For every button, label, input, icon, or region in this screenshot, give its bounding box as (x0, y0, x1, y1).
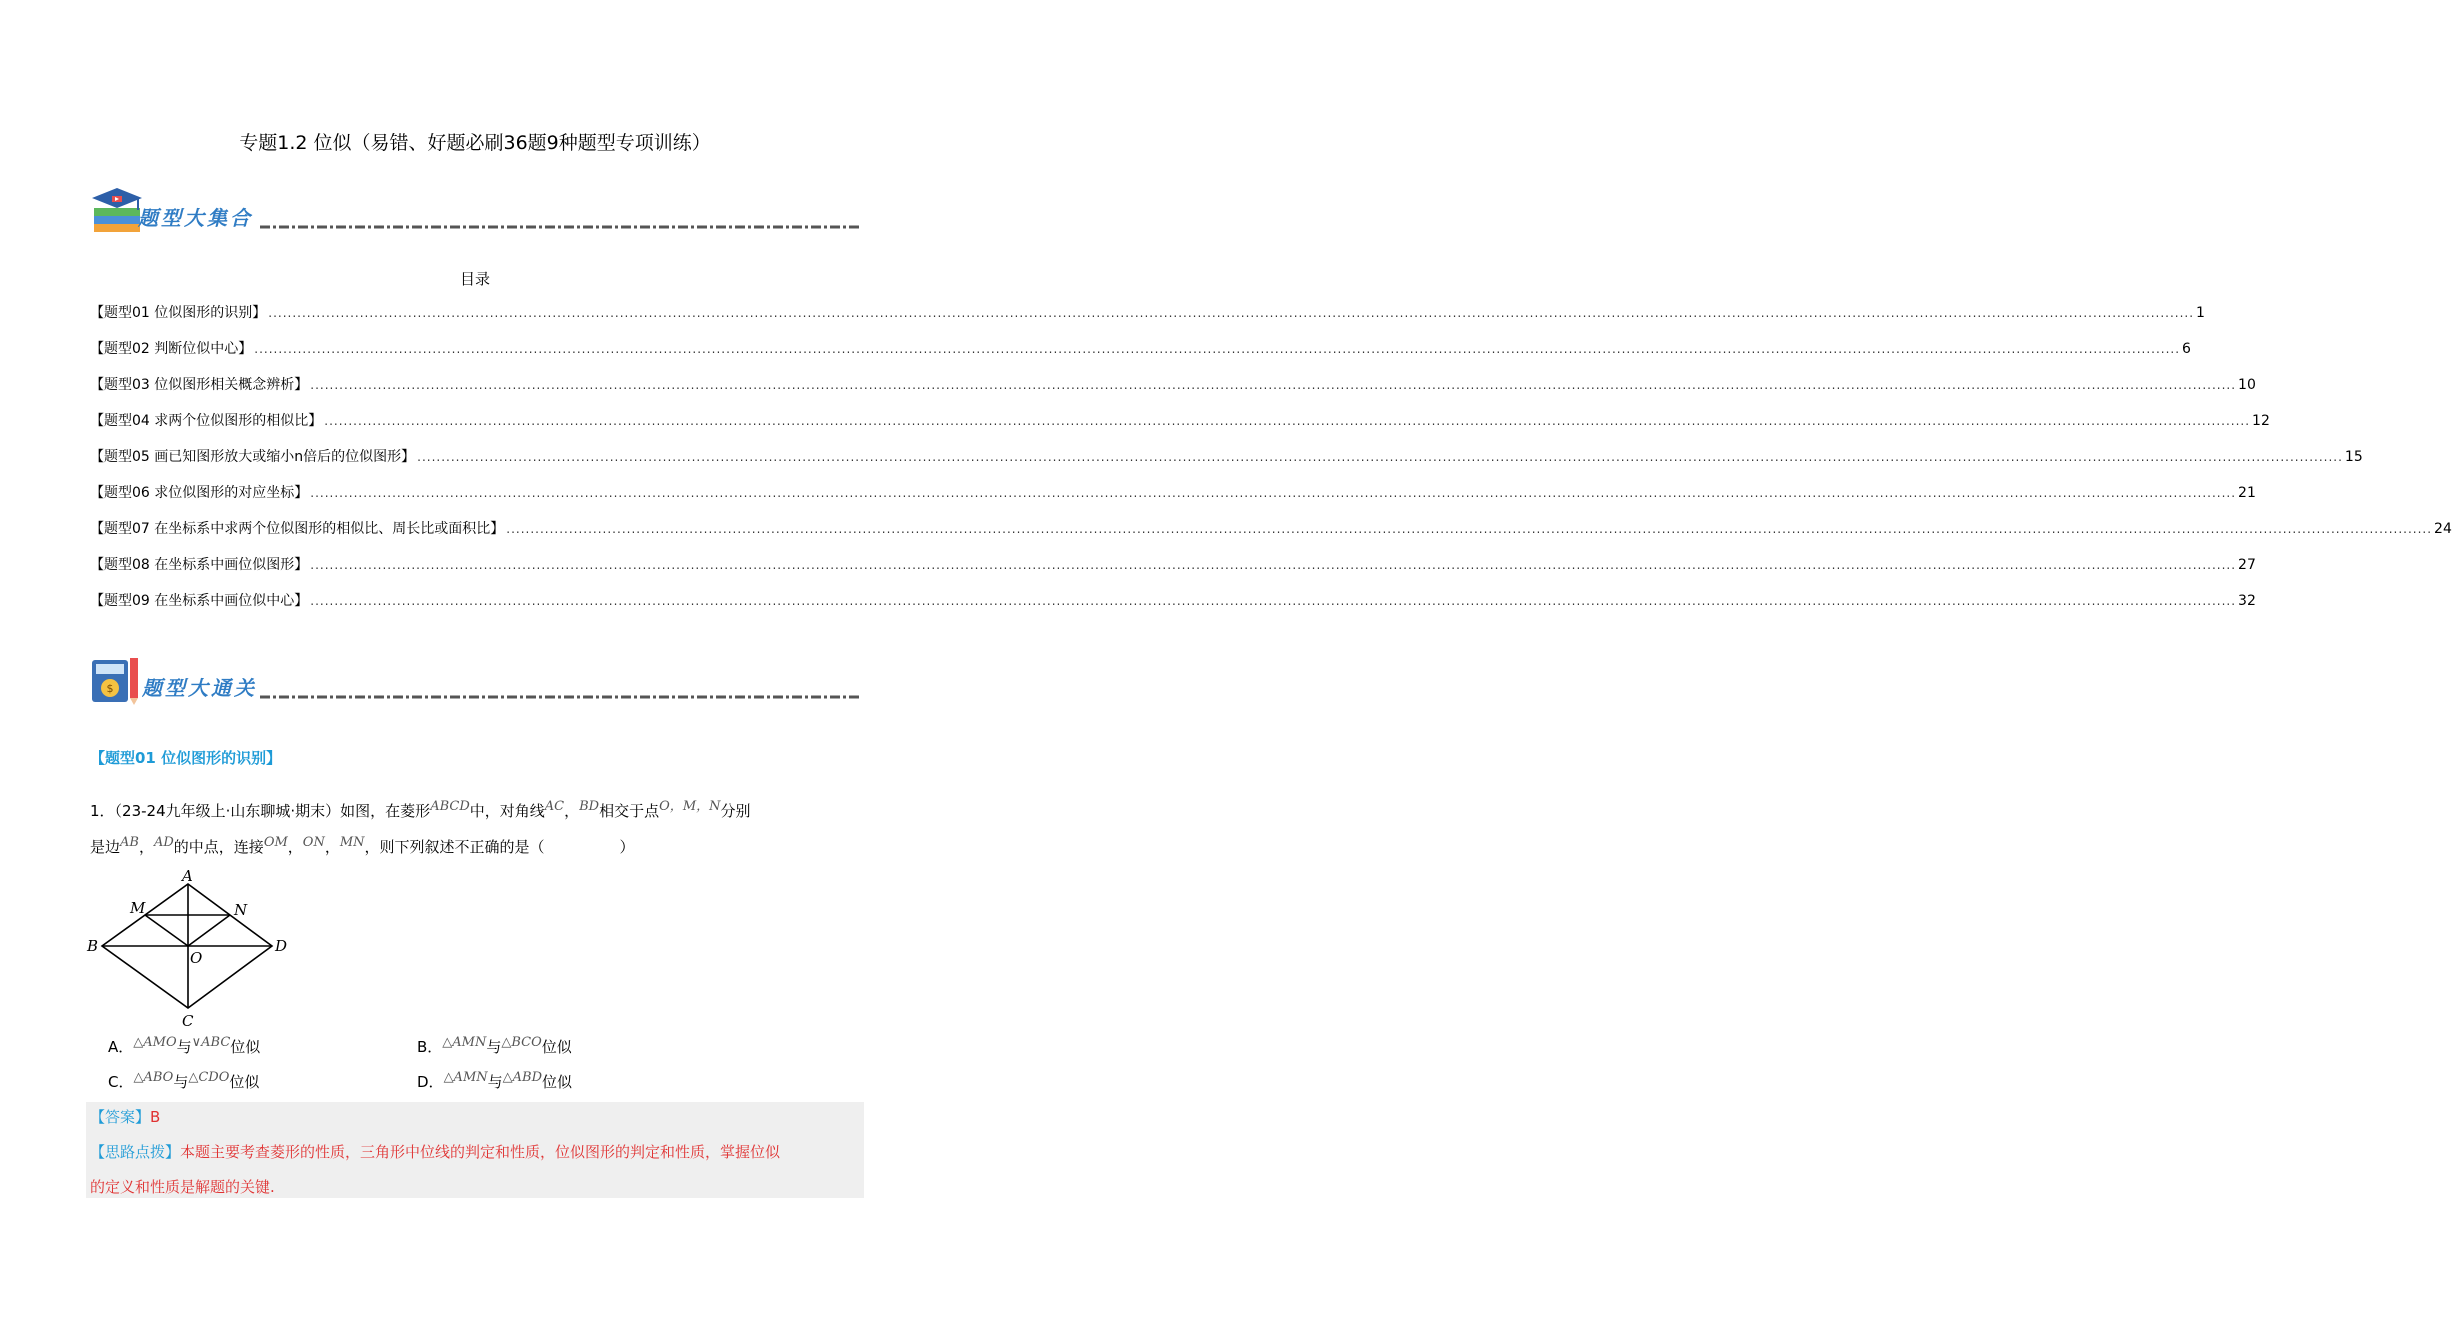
math-bd: BD (579, 799, 600, 814)
toc-leader-dots: ................................................................................................................................................................................................................................................................................................................................................................................................................ (310, 378, 2237, 392)
question-text: 相交于点 (599, 802, 660, 820)
section-heading: 【题型01 位似图形的识别】 (90, 749, 282, 767)
option-math: △ABO (133, 1070, 174, 1085)
option-text: 与 (487, 1073, 503, 1091)
label-a: A (182, 867, 193, 885)
option-letter: B． (417, 1038, 443, 1056)
option-text: 位似 (542, 1073, 573, 1091)
toc-item-label: 【题型06 求位似图形的对应坐标】 (90, 485, 309, 501)
question-text: 分别 (720, 802, 751, 820)
label-d: D (275, 937, 288, 955)
math-on: ON (302, 835, 325, 850)
option-letter: A． (108, 1038, 134, 1056)
math-mn: MN (339, 835, 365, 850)
toc-item[interactable] (90, 446, 2363, 468)
option-d[interactable] (417, 1071, 572, 1092)
math-o: O (659, 799, 670, 814)
math-m: M (682, 799, 697, 814)
label-n: N (234, 901, 248, 919)
toc-item[interactable] (90, 374, 2256, 396)
collection-banner (90, 186, 860, 236)
toc-leader-dots: ................................................................................................................................................................................................................................................................................................................................................................................................................ (310, 594, 2237, 608)
question-text: ， (564, 802, 580, 820)
collection-banner-title: 题型大集合 (138, 206, 253, 230)
toc-item-page: 10 (2238, 377, 2256, 393)
toc-item[interactable] (90, 338, 2191, 360)
option-math: ∨ABC (191, 1035, 231, 1050)
option-math: △ABD (502, 1070, 543, 1085)
option-letter: C． (108, 1073, 134, 1091)
segment-on (188, 915, 230, 946)
toc-leader-dots: ................................................................................................................................................................................................................................................................................................................................................................................................................ (506, 522, 2433, 536)
option-math: △CDO (188, 1070, 230, 1085)
toc-item-label: 【题型07 在坐标系中求两个位似图形的相似比、周长比或面积比】 (90, 521, 505, 537)
toc-leader-dots: ................................................................................................................................................................................................................................................................................................................................................................................................................ (324, 414, 2251, 428)
toc-item-page: 1 (2196, 305, 2205, 321)
option-text: 与 (176, 1038, 192, 1056)
math-n: N (709, 799, 721, 814)
option-text: 位似 (230, 1038, 261, 1056)
toc-item[interactable] (90, 302, 2205, 324)
question-text: 是边 (90, 838, 121, 856)
toc-item-page: 12 (2252, 413, 2270, 429)
label-o: O (190, 949, 203, 967)
toc-item[interactable] (90, 482, 2256, 504)
question-text: ， (287, 838, 303, 856)
toc-item-page: 6 (2182, 341, 2191, 357)
hint-text: 本题主要考查菱形的性质，三角形中位线的判定和性质，位似图形的判定和性质，掌握位似 (180, 1143, 781, 1161)
banner-dash-line (260, 224, 860, 230)
toc-leader-dots: ................................................................................................................................................................................................................................................................................................................................................................................................................ (310, 486, 2237, 500)
toc-item[interactable] (90, 554, 2256, 576)
answer-value: B (150, 1108, 161, 1126)
math-ab: AB (120, 835, 139, 850)
toc-item-label: 【题型04 求两个位似图形的相似比】 (90, 413, 323, 429)
option-letter: D． (417, 1073, 444, 1091)
toc-item-label: 【题型08 在坐标系中画位似图形】 (90, 557, 309, 573)
option-math: △AMN (443, 1070, 488, 1085)
question-line-2 (90, 836, 635, 857)
question-text: 如图，在菱形 (340, 802, 431, 820)
toc-leader-dots: ................................................................................................................................................................................................................................................................................................................................................................................................................ (310, 558, 2237, 572)
toc-heading: 目录 (459, 270, 490, 288)
toc-leader-dots: ................................................................................................................................................................................................................................................................................................................................................................................................................ (254, 342, 2181, 356)
question-text: ， (669, 799, 683, 814)
option-b[interactable] (417, 1036, 572, 1057)
toc-item-page: 15 (2344, 449, 2363, 465)
calculator-icon (90, 656, 146, 706)
toc-item-label: 【题型03 位似图形相关概念辨析】 (90, 377, 309, 393)
question-line-1 (90, 800, 751, 821)
math-om: OM (263, 835, 288, 850)
toc-item-label: 【题型09 在坐标系中画位似中心】 (90, 593, 309, 609)
label-b: B (87, 937, 99, 955)
hint-label: 【思路点拨】 (90, 1143, 181, 1161)
question-source: （23-24九年级上·山东聊城·期末） (114, 802, 341, 820)
toc-item-label: 【题型05 画已知图形放大或缩小n倍后的位似图形】 (90, 449, 416, 465)
label-c: C (182, 1012, 194, 1030)
question-text: ，则下列叙述不正确的是（ ） (364, 838, 635, 856)
segment-om (145, 915, 188, 946)
toc-leader-dots: ................................................................................................................................................................................................................................................................................................................................................................................................................ (417, 450, 2343, 464)
option-text: 与 (486, 1038, 502, 1056)
toc-item[interactable] (90, 590, 2256, 612)
breakthrough-banner (90, 656, 860, 706)
toc-item[interactable] (90, 410, 2270, 432)
option-math: △AMN (442, 1035, 487, 1050)
option-a[interactable] (108, 1036, 260, 1057)
toc-leader-dots: ................................................................................................................................................................................................................................................................................................................................................................................................................ (268, 306, 2195, 320)
toc-item-page: 21 (2238, 485, 2256, 501)
page-title: 专题1.2 位似（易错、好题必刷36题9种题型专项训练） (239, 132, 711, 154)
question-text: 中，对角线 (469, 802, 545, 820)
toc-item-page: 32 (2238, 593, 2256, 609)
option-text: 与 (173, 1073, 189, 1091)
answer-label: 【答案】 (90, 1108, 151, 1126)
math-abcd: ABCD (430, 799, 470, 814)
question-text: ， (696, 799, 710, 814)
hint-line-2: 的定义和性质是解题的关键. (90, 1178, 275, 1196)
option-text: 位似 (229, 1073, 260, 1091)
option-math: △AMO (133, 1035, 177, 1050)
hint-line-1 (90, 1141, 780, 1162)
option-c[interactable] (108, 1071, 259, 1092)
svg-text:$: $ (106, 682, 114, 695)
question-text: ， (138, 838, 154, 856)
breakthrough-banner-title: 题型大通关 (142, 676, 257, 700)
toc-item-page: 27 (2238, 557, 2256, 573)
toc-item-label: 【题型02 判断位似中心】 (90, 341, 253, 357)
option-math: △BCO (501, 1035, 542, 1050)
toc-item[interactable] (90, 518, 2452, 540)
toc-item-page: 24 (2434, 521, 2452, 537)
math-ac: AC (544, 799, 565, 814)
question-number: 1． (90, 802, 115, 820)
toc-item-label: 【题型01 位似图形的识别】 (90, 305, 267, 321)
option-text: 位似 (541, 1038, 572, 1056)
label-m: M (130, 899, 146, 917)
question-text: 的中点，连接 (173, 838, 264, 856)
answer-line (90, 1106, 160, 1127)
question-text: ， (324, 838, 340, 856)
banner-dash-line (260, 694, 860, 700)
math-ad: AD (153, 835, 174, 850)
rhombus-figure (84, 868, 294, 1030)
